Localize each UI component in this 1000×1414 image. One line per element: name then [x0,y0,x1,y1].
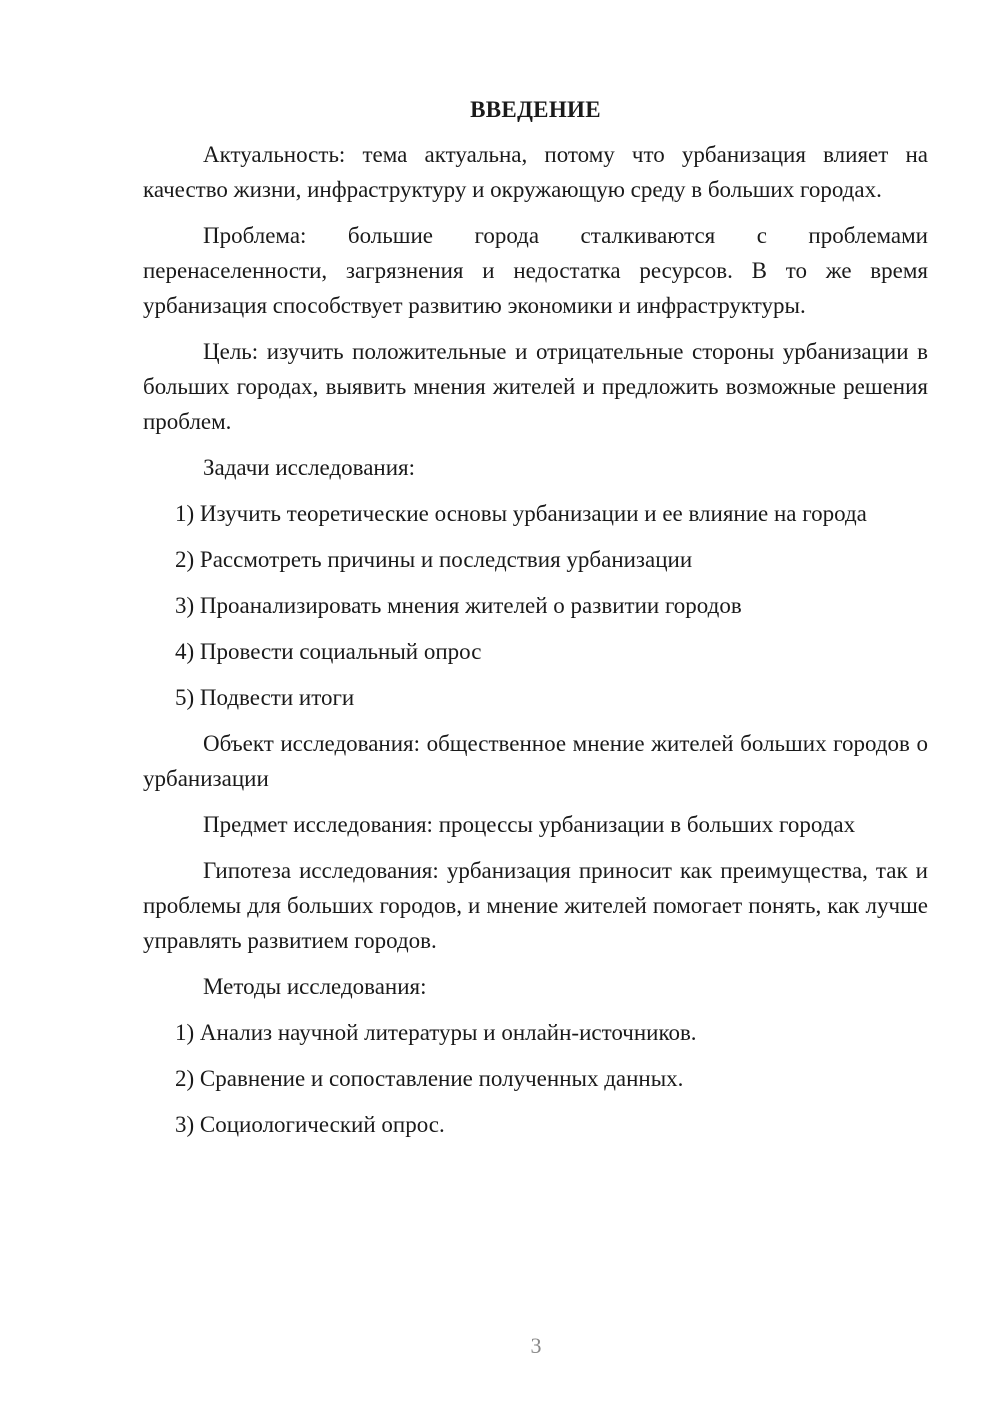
methods-list [143,1015,928,1142]
task-item-2: 2) Рассмотреть причины и последствия урбанизации [175,547,693,572]
task-item-3: 3) Проанализировать мнения жителей о развитии городов [175,593,742,618]
paragraph-object: Объект исследования: общественное мнение жителей больших городов о урбанизации [143,731,928,791]
paragraph-subject: Предмет исследования: процессы урбанизации в больших городах [203,812,856,837]
method-item-2: 2) Сравнение и сопоставление полученных данных. [175,1066,684,1091]
tasks-heading: Задачи исследования: [203,455,416,480]
paragraph-goal: Цель: изучить положительные и отрицательные стороны урбанизации в больших городах, выявить мнения жителей и предложить возможные решения проблем. [143,339,928,434]
page-content [143,92,928,1153]
paragraph-relevance: Актуальность: тема актуальна, потому что урбанизация влияет на качество жизни, инфраструктуру и окружающую среду в больших городах. [143,142,928,202]
task-item-1: 1) Изучить теоретические основы урбанизации и ее влияние на города [175,501,867,526]
method-item-1: 1) Анализ научной литературы и онлайн-источников. [175,1020,697,1045]
task-item-4: 4) Провести социальный опрос [175,639,482,664]
methods-heading: Методы исследования: [203,974,427,999]
method-item-3: 3) Социологический опрос. [175,1112,445,1137]
paragraph-problem: Проблема: большие города сталкиваются с проблемами перенаселенности, загрязнения и недостатка ресурсов. В то же время урбанизация способствует развитию экономики и инфраструктуры. [143,223,928,318]
paragraph-hypothesis: Гипотеза исследования: урбанизация приносит как преимущества, так и проблемы для больших городов, и мнение жителей помогает понять, как лучше управлять развитием городов. [143,858,928,953]
page-number: 3 [530,1333,542,1358]
tasks-list [143,496,928,715]
section-title: ВВЕДЕНИЕ [470,97,601,122]
task-item-5: 5) Подвести итоги [175,685,355,710]
